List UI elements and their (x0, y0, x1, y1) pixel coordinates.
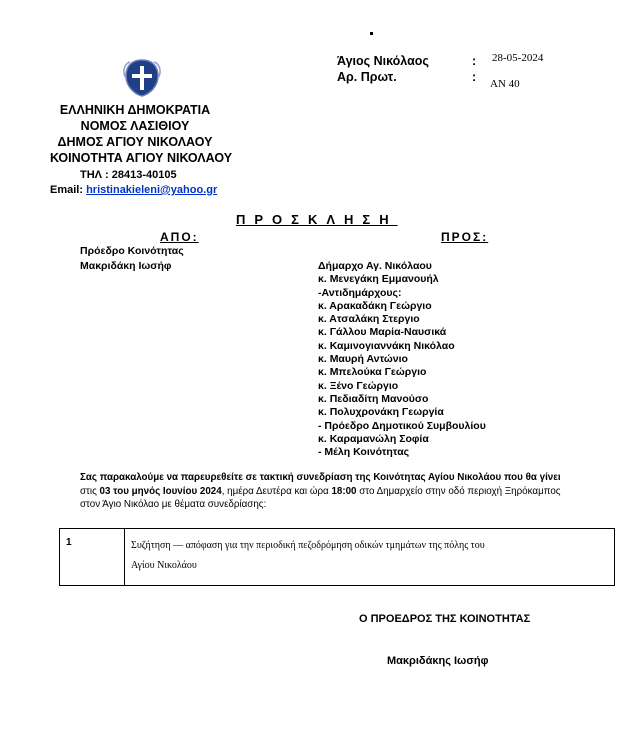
protocol-number: ΑΝ 40 (490, 78, 520, 90)
invitation-text-3: στο Δημαρχείο στην οδό περιοχή Ξηρόκαμπος στον Άγιο Νικόλαο με θέματα συνεδρίασης: (80, 485, 561, 510)
table-row (60, 529, 615, 586)
recipient-item: κ. Αρακαδάκη Γεώργιο (318, 299, 432, 312)
recipient-item: Δήμαρχο Αγ. Νικόλαου (318, 260, 432, 272)
agenda-topic-line: Αγίου Νικολάου (131, 560, 197, 571)
recipient-item: κ. Μπελούκα Γεώργιο (318, 366, 427, 379)
header-country: ΕΛΛΗΝΙΚΗ ΔΗΜΟΚΡΑΤΙΑ (59, 103, 211, 117)
protocol-colon: : (472, 70, 477, 84)
recipient-item: κ. Μενεγάκη Εμμανουήλ (318, 273, 439, 286)
header-community: ΚΟΙΝΟΤΗΤΑ ΑΓΙΟΥ ΝΙΚΟΛΑΟΥ (49, 151, 233, 165)
from-name: Μακριδάκη Ιωσήφ (80, 260, 172, 272)
invitation-text-1: στις (80, 485, 100, 497)
invitation-paragraph (80, 471, 570, 512)
header-prefecture: ΝΟΜΟΣ ΛΑΣΙΘΙΟΥ (80, 119, 190, 133)
signature-name: Μακριδάκης Ιωσήφ (387, 655, 489, 667)
recipient-item: - Μέλη Κοινότητας (318, 446, 410, 459)
place-label: Άγιος Νικόλαος (337, 54, 429, 68)
recipient-item: κ. Γάλλου Μαρία-Ναυσικά (318, 326, 447, 339)
recipient-item: κ. Καραμανώλη Σοφία (318, 432, 429, 445)
header-phone: ΤΗΛ : 28413-40105 (80, 169, 177, 181)
agenda-item-topic (125, 529, 615, 586)
meeting-date: 03 του μηνός Ιουνίου 2024 (99, 485, 222, 497)
greek-coat-of-arms-icon (122, 58, 162, 98)
recipient-item: κ. Πολυχρονάκη Γεωργία (318, 406, 444, 419)
from-role: Πρόεδρο Κοινότητας (80, 245, 184, 257)
meeting-time: 18:00 (331, 485, 357, 497)
invitation-intro: Σας παρακαλούμε να παρευρεθείτε σε τακτική συνεδρίαση της Κοινότητας Αγίου Νικολάου που θα γίνει (80, 472, 561, 483)
to-label: ΠΡΟΣ: (441, 230, 489, 244)
document-title: ΠΡΟΣΚΛΗΣΗ (236, 212, 398, 227)
place-colon: : (472, 54, 477, 68)
stray-dot-mark (370, 32, 373, 35)
invitation-text-2: , ημέρα Δευτέρα και ώρα (221, 485, 332, 497)
recipient-item: κ. Ξένο Γεώργιο (318, 379, 399, 392)
recipient-item: - Πρόεδρο Δημοτικού Συμβουλίου (318, 419, 486, 432)
email-label: Email: (50, 184, 84, 196)
protocol-label: Αρ. Πρωτ. (337, 70, 397, 84)
recipient-item: κ. Μαυρή Αντώνιο (318, 353, 408, 366)
recipient-item: κ. Πεδιαδίτη Μανούσο (318, 392, 429, 405)
agenda-topic-line: Συζήτηση — απόφαση για την περιοδική πεζοδρόμηση οδικών τμημάτων της πόλης του (131, 540, 485, 551)
email-link[interactable]: hristinakieleni@yahoo.gr (86, 184, 218, 196)
document-date: 28-05-2024 (492, 52, 544, 64)
agenda-item-number: 1 (60, 529, 125, 586)
agenda-table (59, 528, 615, 586)
header-email (50, 184, 217, 196)
signature-title: Ο ΠΡΟΕΔΡΟΣ ΤΗΣ ΚΟΙΝΟΤΗΤΑΣ (359, 613, 531, 625)
from-label: ΑΠΟ: (160, 230, 199, 244)
recipient-item: κ. Καμινογιαννάκη Νικόλαο (318, 339, 455, 352)
recipient-item: κ. Ατσαλάκη Στεργιο (318, 313, 420, 326)
recipient-list (318, 260, 486, 459)
recipient-item: -Αντιδημάρχους: (318, 286, 402, 299)
header-municipality: ΔΗΜΟΣ ΑΓΙΟΥ ΝΙΚΟΛΑΟΥ (57, 135, 213, 149)
